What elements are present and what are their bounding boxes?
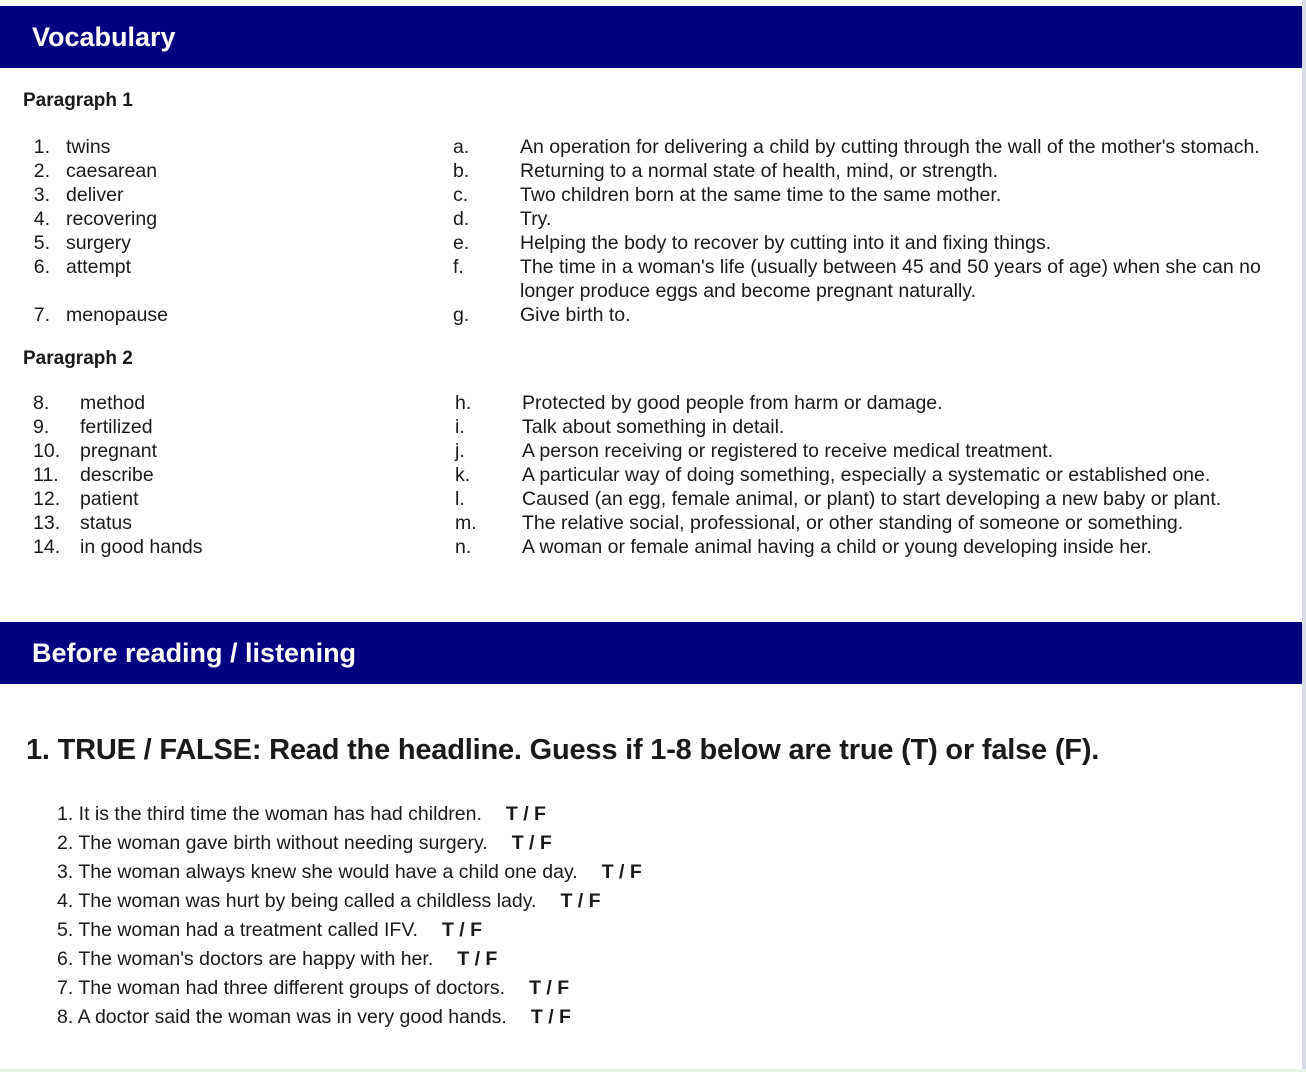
true-false-statement xyxy=(57,916,642,945)
definition-text: A woman or female animal having a child or young developing inside her. xyxy=(522,536,1152,558)
vocab-row xyxy=(0,207,1302,231)
vocab-word: in good hands xyxy=(80,536,203,558)
true-false-mark: T / F xyxy=(505,803,546,825)
definition-text: An operation for delivering a child by cutting through the wall of the mother's stomach. xyxy=(520,136,1260,158)
vocab-number: 2. xyxy=(33,160,50,182)
true-false-statement xyxy=(57,858,642,887)
statement-text: 3. The woman always knew she would have a child one day. xyxy=(57,861,578,883)
vocab-row xyxy=(0,415,1302,439)
vocab-number: 6. xyxy=(33,256,50,278)
definition-text: Protected by good people from harm or damage. xyxy=(522,392,943,414)
paragraph-1-vocab-list xyxy=(0,135,1302,327)
true-false-mark: T / F xyxy=(601,861,642,883)
vocab-number: 14. xyxy=(33,536,61,558)
vocab-row xyxy=(0,487,1302,511)
vocab-number: 10. xyxy=(33,440,61,462)
definition-letter: e. xyxy=(453,232,470,254)
true-false-mark: T / F xyxy=(511,832,552,854)
true-false-mark: T / F xyxy=(530,1006,571,1028)
vocab-word: twins xyxy=(66,136,111,158)
true-false-statement-list xyxy=(57,800,642,1032)
vocab-word: menopause xyxy=(66,304,168,326)
vocab-row xyxy=(0,255,1302,303)
true-false-statement xyxy=(57,974,642,1003)
vocab-word: caesarean xyxy=(66,160,158,182)
definition-text: The time in a woman's life (usually between 45 and 50 years of age) when she can no longer produce eggs and become pregnant naturally. xyxy=(520,256,1261,302)
vocab-row xyxy=(0,183,1302,207)
definition-letter: k. xyxy=(455,464,471,486)
statement-text: 1. It is the third time the woman has had children. xyxy=(57,803,482,825)
statement-text: 5. The woman had a treatment called IFV. xyxy=(57,919,418,941)
statement-text: 6. The woman's doctors are happy with her. xyxy=(57,948,434,970)
vocabulary-heading: Vocabulary xyxy=(0,6,1302,68)
true-false-mark: T / F xyxy=(560,890,601,912)
definition-text: Helping the body to recover by cutting into it and fixing things. xyxy=(520,232,1052,254)
before-reading-heading: Before reading / listening xyxy=(0,622,1302,684)
vocab-number: 5. xyxy=(33,232,50,254)
definition-letter: m. xyxy=(455,512,477,534)
definition-letter: l. xyxy=(455,488,465,510)
true-false-statement xyxy=(57,829,642,858)
vocab-word: attempt xyxy=(66,256,132,278)
definition-letter: i. xyxy=(455,416,465,438)
vocab-word: fertilized xyxy=(80,416,153,438)
vocab-word: surgery xyxy=(66,232,132,254)
vocab-number: 4. xyxy=(33,208,50,230)
definition-text: Returning to a normal state of health, mind, or strength. xyxy=(520,160,999,182)
definition-text: The relative social, professional, or other standing of someone or something. xyxy=(522,512,1184,534)
true-false-mark: T / F xyxy=(529,977,570,999)
true-false-mark: T / F xyxy=(441,919,483,941)
vocab-row xyxy=(0,391,1302,415)
definition-text: Talk about something in detail. xyxy=(522,416,785,438)
definition-letter: c. xyxy=(453,184,469,206)
definition-text: Two children born at the same time to the same mother. xyxy=(520,184,1002,206)
definition-letter: n. xyxy=(455,536,472,558)
paragraph-2-vocab-list xyxy=(0,391,1302,559)
statement-text: 4. The woman was hurt by being called a childless lady. xyxy=(57,890,537,912)
definition-letter: f. xyxy=(453,256,464,278)
true-false-statement xyxy=(57,800,642,829)
paragraph-1-label: Paragraph 1 xyxy=(23,90,133,111)
vocab-row xyxy=(0,463,1302,487)
vocab-number: 3. xyxy=(33,184,50,206)
vocab-row xyxy=(0,159,1302,183)
vocab-word: status xyxy=(80,512,133,534)
true-false-statement xyxy=(57,945,642,974)
vocab-number: 8. xyxy=(33,392,50,414)
definition-text: Caused (an egg, female animal, or plant) to start developing a new baby or plant. xyxy=(522,488,1222,510)
definition-letter: h. xyxy=(455,392,472,414)
vocab-word: recovering xyxy=(66,208,158,230)
true-false-statement xyxy=(57,887,642,916)
definition-letter: a. xyxy=(453,136,470,158)
definition-text: Give birth to. xyxy=(520,304,631,326)
vocab-number: 1. xyxy=(33,136,50,158)
vocab-word: describe xyxy=(80,464,154,486)
definition-letter: b. xyxy=(453,160,470,182)
vocab-row xyxy=(0,303,1302,327)
definition-text: A particular way of doing something, especially a systematic or established one. xyxy=(522,464,1211,486)
definition-letter: g. xyxy=(453,304,470,326)
vocab-word: deliver xyxy=(66,184,124,206)
true-false-statement xyxy=(57,1003,642,1032)
statement-text: 7. The woman had three different groups of doctors. xyxy=(57,977,506,999)
vocab-row xyxy=(0,535,1302,559)
vocab-number: 9. xyxy=(33,416,50,438)
statement-text: 8. A doctor said the woman was in very good hands. xyxy=(57,1006,507,1028)
statement-text: 2. The woman gave birth without needing surgery. xyxy=(57,832,488,854)
vocab-word: method xyxy=(80,392,146,414)
paragraph-2-label: Paragraph 2 xyxy=(23,348,133,369)
vocab-row xyxy=(0,439,1302,463)
definition-letter: d. xyxy=(453,208,470,230)
page-right-border xyxy=(1302,0,1306,1072)
vocab-word: pregnant xyxy=(80,440,157,462)
vocab-number: 13. xyxy=(33,512,61,534)
vocab-row xyxy=(0,135,1302,159)
vocab-word: patient xyxy=(80,488,139,510)
vocab-number: 7. xyxy=(33,304,50,326)
vocab-number: 12. xyxy=(33,488,61,510)
vocab-row xyxy=(0,231,1302,255)
definition-letter: j. xyxy=(455,440,465,462)
true-false-exercise-title: 1. TRUE / FALSE: Read the headline. Guess if 1-8 below are true (T) or false (F). xyxy=(26,734,1100,766)
definition-text: Try. xyxy=(520,208,552,230)
definition-text: A person receiving or registered to receive medical treatment. xyxy=(522,440,1054,462)
true-false-mark: T / F xyxy=(457,948,498,970)
vocab-row xyxy=(0,511,1302,535)
vocab-number: 11. xyxy=(33,464,59,486)
